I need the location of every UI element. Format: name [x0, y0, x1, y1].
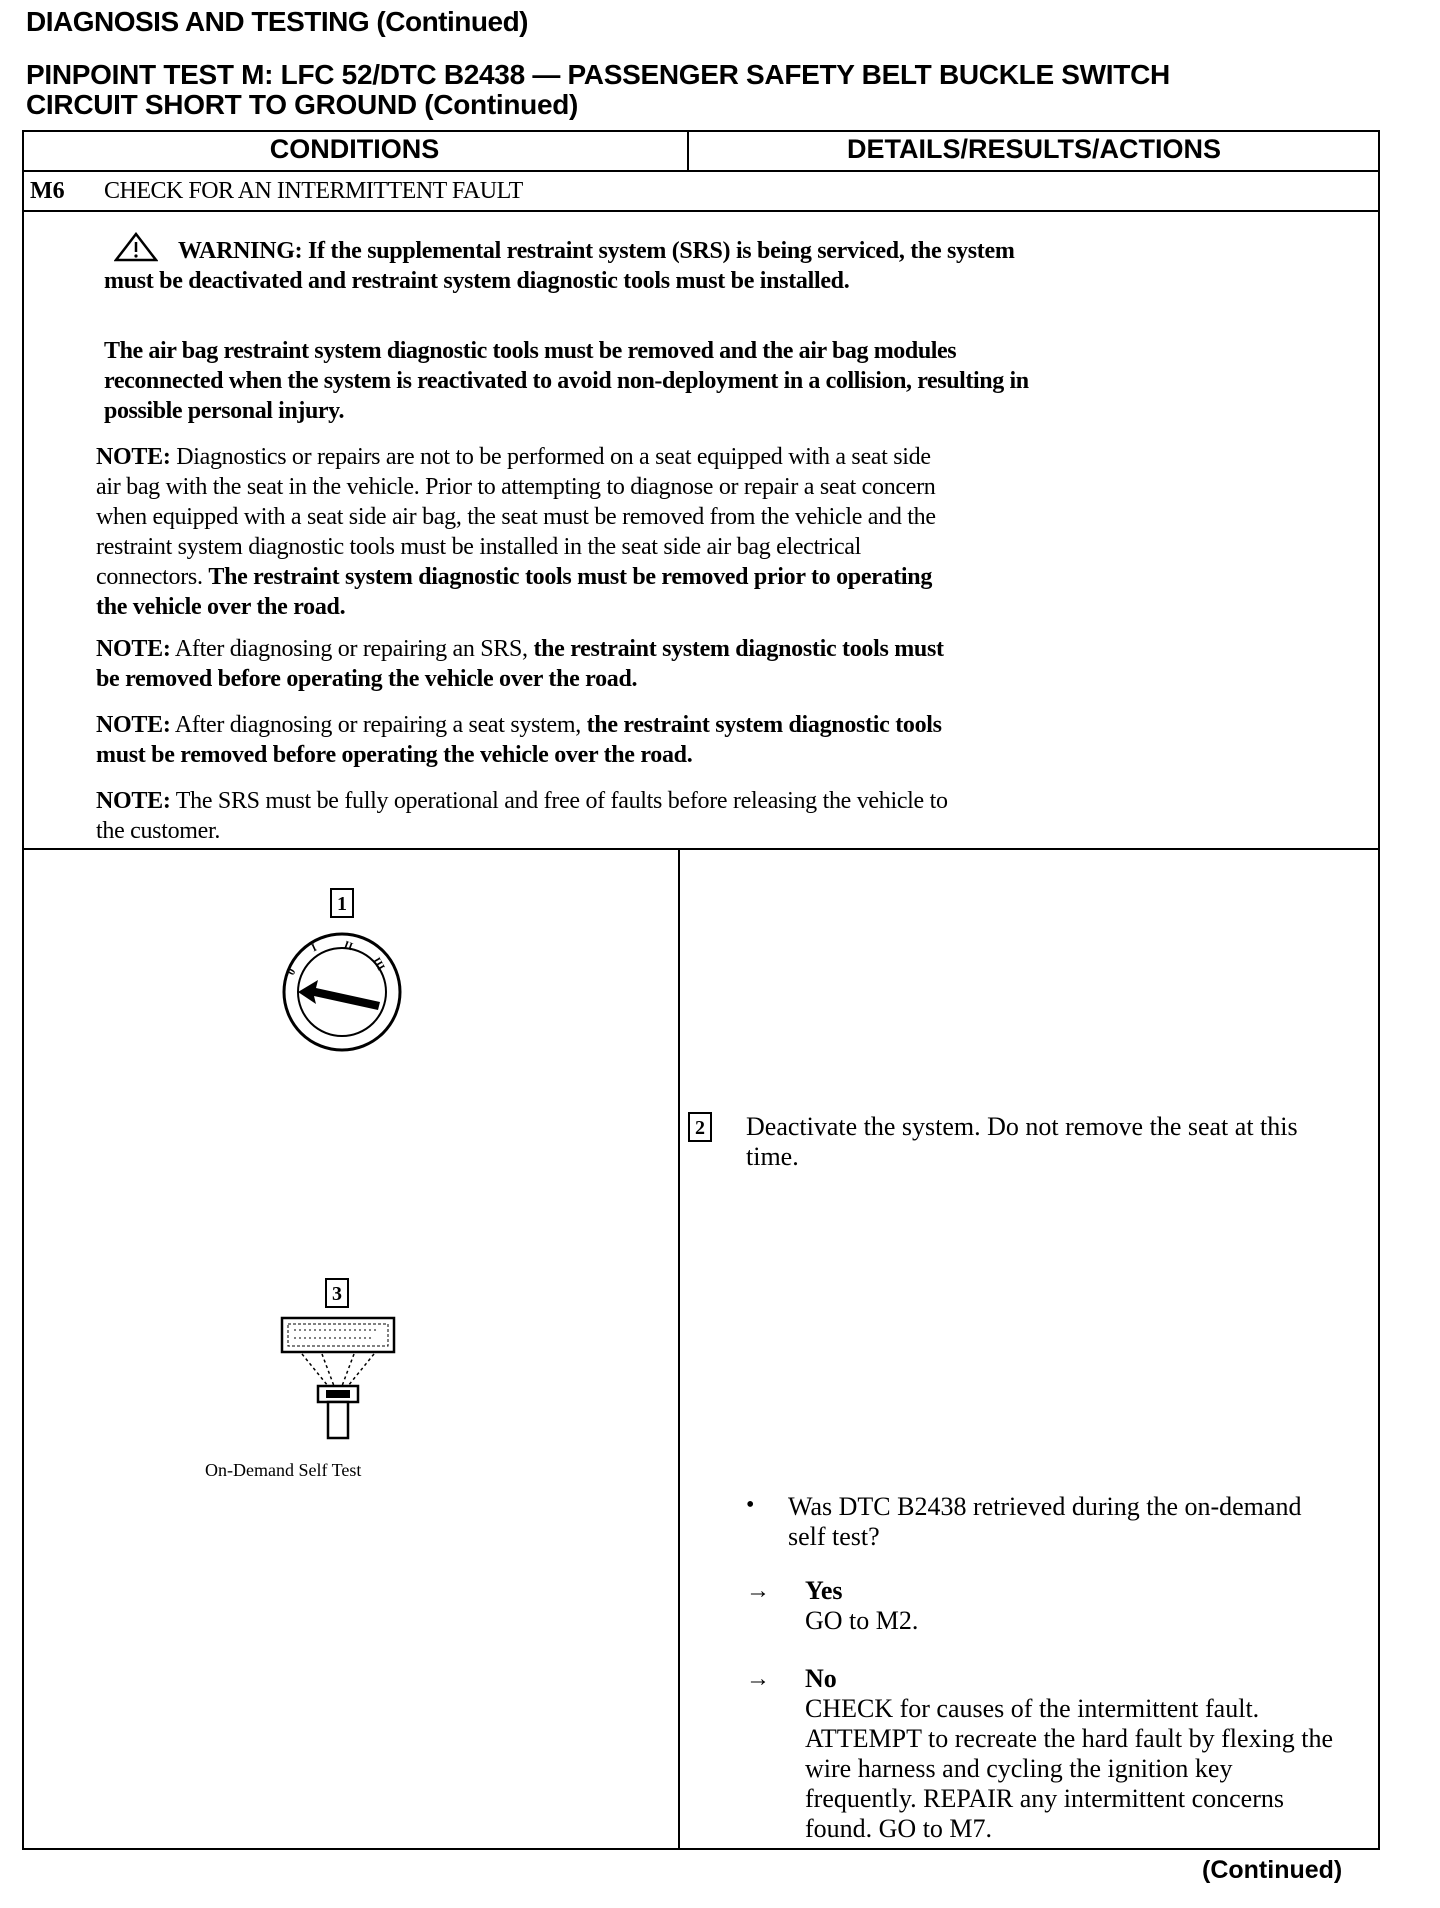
result-question: Was DTC B2438 retrieved during the on-demand self test? — [788, 1492, 1302, 1551]
note-label: NOTE: — [96, 444, 171, 470]
note-label: NOTE: — [96, 712, 171, 738]
note-1-line-6: the vehicle over the road. — [96, 594, 346, 620]
details-results-actions-header: DETAILS/RESULTS/ACTIONS — [846, 134, 1221, 164]
conditions-header: CONDITIONS — [269, 134, 440, 164]
step-3-box: 3 — [325, 1278, 349, 1308]
step-2-instruction: Deactivate the system. Do not remove the seat at this time. — [746, 1112, 1298, 1171]
note-3-line-1b: the restraint system diagnostic tools — [586, 712, 942, 738]
note-label: NOTE: — [96, 636, 171, 662]
test-title-line-1: PINPOINT TEST M: LFC 52/DTC B2438 — PASSENGER SAFETY BELT BUCKLE SWITCH — [26, 59, 1170, 90]
note-1-line-3: when equipped with a seat side air bag, the seat must be removed from the vehicle and the — [96, 504, 936, 530]
note-2 — [96, 634, 944, 694]
note-3-line-2: must be removed before operating the vehicle over the road. — [96, 742, 693, 768]
note-1 — [96, 442, 936, 622]
note-3 — [96, 710, 942, 770]
note-3-line-1a: After diagnosing or repairing a seat system, — [170, 712, 587, 738]
note-1-line-2: air bag with the seat in the vehicle. Prior to attempting to diagnose or repair a seat concern — [96, 474, 936, 500]
warning-p2-line-2: reconnected when the system is reactivated to avoid non-deployment in a collision, resulting in — [104, 368, 1029, 394]
yes-arrow-icon: → — [746, 1578, 770, 1604]
illustration-caption: On-Demand Self Test — [205, 1460, 362, 1480]
note-1-line-5a: connectors. — [96, 564, 209, 590]
warning-triangle-icon — [114, 232, 158, 267]
note-1-line-1: Diagnostics or repairs are not to be performed on a seat equipped with a seat side — [170, 444, 931, 470]
note-1-line-4: restraint system diagnostic tools must be installed in the seat side air bag electrical — [96, 534, 862, 560]
step-2-box: 2 — [688, 1112, 712, 1142]
no-action: CHECK for causes of the intermittent fault. ATTEMPT to recreate the hard fault by flexing the wire harness and cycling the ignition key frequently. REPAIR any intermittent concerns found. GO to M7. — [805, 1694, 1334, 1843]
no-arrow-icon: → — [746, 1666, 770, 1692]
column-divider — [687, 130, 689, 172]
step-title: CHECK FOR AN INTERMITTENT FAULT — [104, 178, 523, 204]
section-divider — [22, 848, 1380, 850]
ignition-position-1: I — [309, 941, 319, 955]
page-header: DIAGNOSIS AND TESTING (Continued) — [26, 6, 528, 37]
note-2-line-1b: the restraint system diagnostic tools must — [533, 636, 944, 662]
note-label: NOTE: — [96, 788, 171, 814]
table-column-headers — [22, 130, 1380, 172]
no-label: No — [805, 1664, 837, 1693]
yes-label: Yes — [805, 1576, 843, 1605]
yes-action: GO to M2. — [805, 1606, 919, 1635]
note-4-line-1: The SRS must be fully operational and free of faults before releasing the vehicle to — [170, 788, 948, 814]
ignition-position-0: 0 — [285, 966, 299, 978]
lower-column-divider — [678, 848, 680, 1850]
test-title-line-2: CIRCUIT SHORT TO GROUND (Continued) — [26, 89, 579, 120]
note-2-line-1a: After diagnosing or repairing an SRS, — [170, 636, 534, 662]
note-2-line-2: be removed before operating the vehicle over the road. — [96, 666, 638, 692]
ignition-position-2: II — [342, 938, 355, 954]
ignition-position-3: III — [370, 955, 387, 973]
warning-line-2: must be deactivated and restraint system diagnostic tools must be installed. — [104, 268, 850, 294]
note-4 — [96, 786, 948, 846]
note-1-line-5b: The restraint system diagnostic tools must be removed prior to operating — [208, 564, 933, 590]
question-bullet: • — [746, 1492, 755, 1518]
note-4-line-2: the customer. — [96, 818, 221, 844]
step-id: M6 — [30, 178, 65, 204]
step-1-box: 1 — [330, 888, 354, 918]
continued-footer: (Continued) — [1202, 1856, 1343, 1884]
warning-line-1: WARNING: If the supplemental restraint system (SRS) is being serviced, the system — [178, 238, 1015, 264]
warning-p2-line-3: possible personal injury. — [104, 398, 345, 424]
warning-p2-line-1: The air bag restraint system diagnostic tools must be removed and the air bag modules — [104, 338, 957, 364]
scan-tool-icon — [278, 1316, 398, 1446]
warning-paragraph-2 — [104, 336, 1029, 426]
pinpoint-test-title — [26, 60, 1170, 120]
